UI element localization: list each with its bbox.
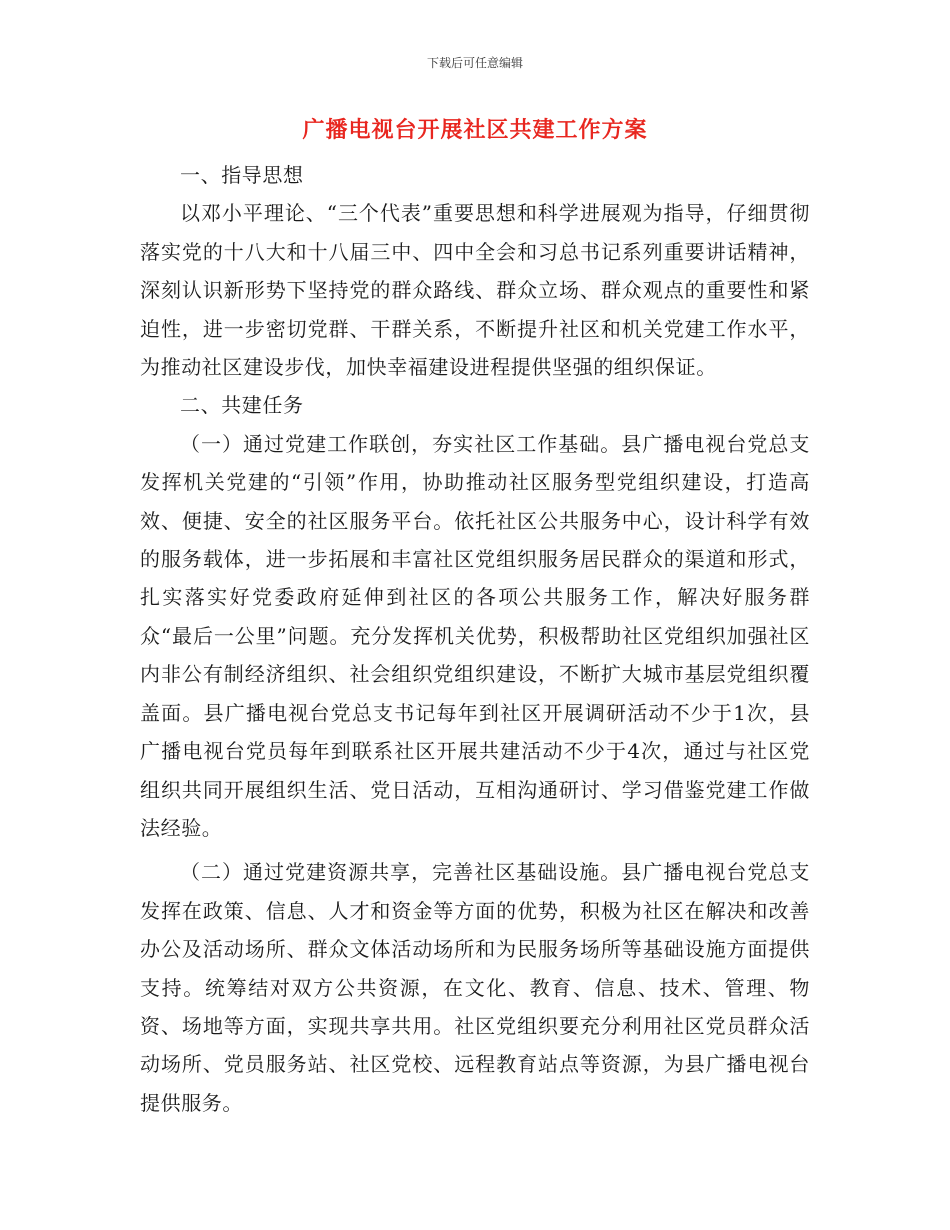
document-title: 广播电视台开展社区共建工作方案 xyxy=(302,117,648,143)
document-body xyxy=(140,156,810,1122)
section-2-paragraph-1: （一）通过党建工作联创，夯实社区工作基础。县广播电视台党总支发挥机关党建的“引领”作用，协助推动社区服务型党组织建设，打造高效、便捷、安全的社区服务平台。依托社区公共服务中心，设计科学有效的服务载体，进一步拓展和丰富社区党组织服务居民群众的渠道和形式，扎实落实好党委政府延伸到社区的各项公共服务工作，解决好服务群众“最后一公里”问题。充分发挥机关优势，积极帮助社区党组织加强社区内非公有制经济组织、社会组织党组织建设，不断扩大城市基层党组织覆盖面。县广播电视台党总支书记每年到社区开展调研活动不少于1次，县广播电视台党员每年到联系社区开展共建活动不少于4次，通过与社区党组织共同开展组织生活、党日活动，互相沟通研讨、学习借鉴党建工作做法经验。 xyxy=(140,431,810,840)
section-2-paragraph-2: （二）通过党建资源共享，完善社区基础设施。县广播电视台党总支发挥在政策、信息、人才和资金等方面的优势，积极为社区在解决和改善办公及活动场所、群众文体活动场所和为民服务场所等基础设施方面提供支持。统筹结对双方公共资源，在文化、教育、信息、技术、管理、物资、场地等方面，实现共享共用。社区党组织要充分利用社区党员群众活动场所、党员服务站、社区党校、远程教育站点等资源，为县广播电视台提供服务。 xyxy=(140,860,810,1115)
section-2-heading: 二、共建任务 xyxy=(180,393,304,418)
section-1-heading: 一、指导思想 xyxy=(180,163,304,187)
section-1-paragraph: 以邓小平理论、“三个代表”重要思想和科学进展观为指导，仔细贯彻落实党的十八大和十八届三中、四中全会和习总书记系列重要讲话精神，深刻认识新形势下坚持党的群众路线、群众立场、群众观点的重要性和紧迫性，进一步密切党群、干群关系，不断提升社区和机关党建工作水平，为推动社区建设步伐，加快幸福建设进程提供坚强的组织保证。 xyxy=(140,201,810,380)
page-header-note: 下载后可任意编辑 xyxy=(426,56,523,70)
